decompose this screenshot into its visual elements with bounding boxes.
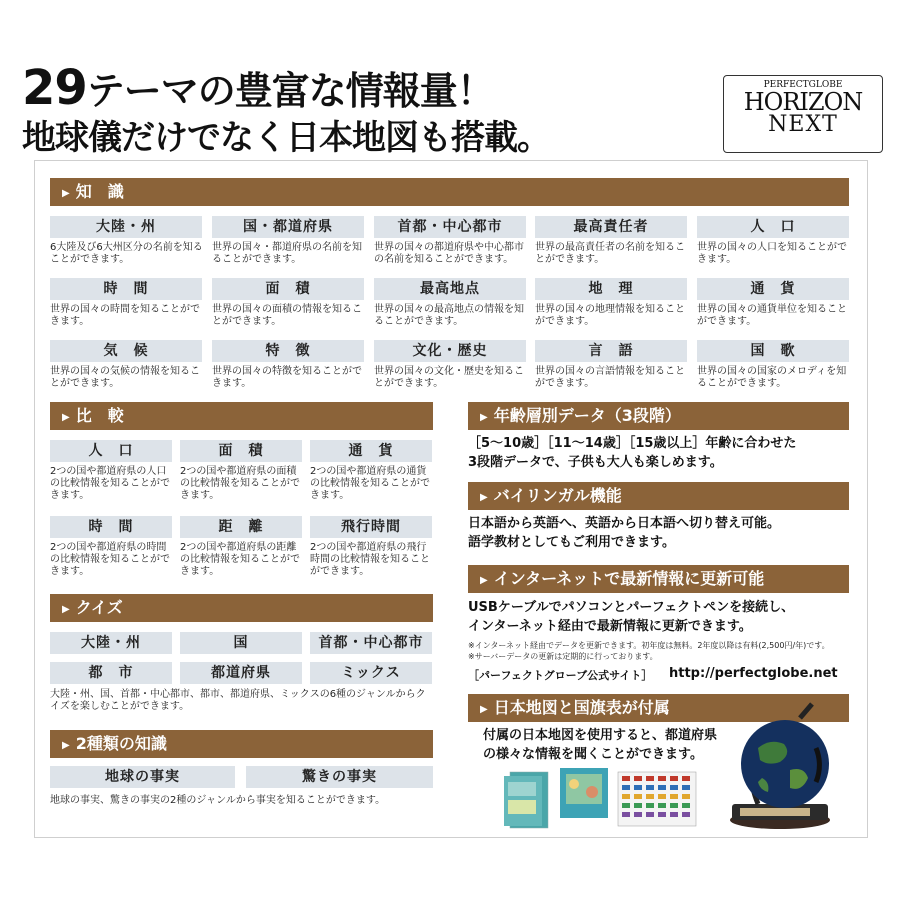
chishiki-label: 通 貨	[697, 278, 849, 300]
internet-line-1: インターネット経由で最新情報に更新できます。	[468, 619, 752, 634]
nihon-line-1: の様々な情報を聞くことができます。	[483, 747, 703, 762]
site-label: ［パーフェクトグローブ公式サイト］	[468, 669, 653, 682]
chishiki-description: 世界の国々の特徴を知ることができます。	[212, 366, 362, 389]
triangle-icon: ▶	[62, 188, 70, 199]
quiz-label: ミックス	[310, 662, 432, 684]
internet-notes	[468, 640, 863, 662]
nishu-label-1: 驚きの事実	[246, 766, 433, 788]
section-title-bilingual: バイリンガル機能	[493, 486, 622, 505]
section-title-nenrei: 年齢層別データ（3段階）	[493, 406, 681, 425]
chishiki-label: 文化・歴史	[374, 340, 526, 362]
section-title-nihon: 日本地図と国旗表が付属	[493, 698, 670, 717]
japan-map-sheet	[504, 772, 548, 828]
chishiki-description: 世界の国々の通貨単位を知ることができます。	[697, 304, 847, 327]
bilingual-text	[468, 514, 849, 552]
chishiki-description: 世界の国々・都道府県の名前を知ることができます。	[212, 242, 362, 265]
bilingual-line-0: 日本語から英語へ、英語から日本語へ切り替え可能。	[468, 516, 781, 531]
section-bar-bilingual	[468, 482, 849, 510]
triangle-icon: ▶	[62, 412, 70, 423]
chishiki-label: 言 語	[535, 340, 687, 362]
hikaku-description: 2つの国や都道府県の通貨の比較情報を知ることができます。	[310, 466, 430, 501]
section-title-chishiki: 知 識	[75, 182, 124, 201]
logo-line-2: HORIZON	[743, 88, 863, 116]
internet-note-0: ※インターネット経由でデータを更新できます。初年度は無料。2年度以降は有料(2,500円/年)です。	[468, 641, 830, 650]
chishiki-label: 人 口	[697, 216, 849, 238]
chishiki-label: 首都・中心都市	[374, 216, 526, 238]
headline-line-2: 地球儀だけでなく日本地図も搭載。	[22, 118, 550, 158]
chishiki-label: 国 歌	[697, 340, 849, 362]
section-title-hikaku: 比 較	[75, 406, 124, 425]
chishiki-label: 地 理	[535, 278, 687, 300]
bilingual-line-1: 語学教材としてもご利用できます。	[468, 535, 675, 550]
quiz-label: 都 市	[50, 662, 172, 684]
hikaku-description: 2つの国や都道府県の距離の比較情報を知ることができます。	[180, 542, 300, 577]
site-url[interactable]: http://perfectglobe.net	[669, 666, 838, 681]
nenrei-line-1: 3段階データで、子供も大人も楽しめます。	[468, 455, 723, 470]
chishiki-label: 特 徴	[212, 340, 364, 362]
chishiki-description: 世界の国々の時間を知ることができます。	[50, 304, 200, 327]
headline-number: 29	[22, 60, 87, 116]
section-title-quiz: クイズ	[75, 598, 123, 617]
headline-line-1-text: テーマの豊富な情報量！	[86, 69, 494, 113]
hikaku-description: 2つの国や都道府県の飛行時間の比較情報を知ることができます。	[310, 542, 430, 577]
quiz-label: 都道府県	[180, 662, 302, 684]
section-title-internet: インターネットで最新情報に更新可能	[493, 569, 765, 588]
quiz-label: 首都・中心都市	[310, 632, 432, 654]
flag-chart-sheet	[618, 772, 696, 826]
chishiki-description: 世界の国々の最高地点の情報を知ることができます。	[374, 304, 524, 327]
chishiki-description: 世界の国々の人口を知ることができます。	[697, 242, 847, 265]
chishiki-description: 世界の国々の地理情報を知ることができます。	[535, 304, 685, 327]
product-illustration	[500, 700, 860, 830]
triangle-icon: ▶	[62, 604, 70, 615]
hikaku-description: 2つの国や都道府県の面積の比較情報を知ることができます。	[180, 466, 300, 501]
chishiki-label: 国・都道府県	[212, 216, 364, 238]
logo-line-3: NEXT	[768, 112, 838, 137]
hikaku-label: 人 口	[50, 440, 172, 462]
hikaku-description: 2つの国や都道府県の時間の比較情報を知ることができます。	[50, 542, 170, 577]
nihon-line-0: 付属の日本地図を使用すると、都道府県	[483, 728, 718, 743]
nishu-description: 地球の事実、驚きの事実の2種のジャンルから事実を知ることができます。	[50, 795, 386, 806]
section-bar-hikaku	[50, 402, 433, 430]
quiz-description: 大陸・州、国、首都・中心都市、都市、都道府県、ミックスの6種のジャンルからクイズを楽しむことができます。	[50, 689, 426, 712]
chishiki-description: 世界の国々の面積の情報を知ることができます。	[212, 304, 362, 327]
chishiki-label: 面 積	[212, 278, 364, 300]
nishu-label-0: 地球の事実	[50, 766, 235, 788]
chishiki-label: 時 間	[50, 278, 202, 300]
hikaku-label: 通 貨	[310, 440, 432, 462]
brand-logo	[723, 75, 883, 153]
chishiki-description: 6大陸及び6大州区分の名前を知ることができます。	[50, 242, 203, 265]
chishiki-description: 世界の国々の言語情報を知ることができます。	[535, 366, 685, 389]
hikaku-label: 距 離	[180, 516, 302, 538]
section-bar-nishu	[50, 730, 433, 758]
hikaku-label: 飛行時間	[310, 516, 432, 538]
triangle-icon: ▶	[480, 412, 488, 423]
nenrei-line-0: ［5〜10歳］［11〜14歳］［15歳以上］年齢に合わせた	[468, 436, 797, 451]
chishiki-description: 世界の最高責任者の名前を知ることができます。	[535, 242, 685, 265]
chishiki-description: 世界の国々の国家のメロディを知ることができます。	[697, 366, 847, 389]
internet-text	[468, 598, 849, 636]
triangle-icon: ▶	[480, 575, 488, 586]
chishiki-label: 大陸・州	[50, 216, 202, 238]
chishiki-label: 最高責任者	[535, 216, 687, 238]
hikaku-label: 面 積	[180, 440, 302, 462]
hikaku-description: 2つの国や都道府県の人口の比較情報を知ることができます。	[50, 466, 170, 501]
triangle-icon: ▶	[480, 492, 488, 503]
section-bar-quiz	[50, 594, 433, 622]
chishiki-description: 世界の国々の都道府県や中心都市の名前を知ることができます。	[374, 242, 524, 265]
hikaku-label: 時 間	[50, 516, 172, 538]
nenrei-text	[468, 434, 849, 472]
section-bar-chishiki	[50, 178, 849, 206]
globe-icon	[730, 704, 830, 829]
section-title-nishu: 2種類の知識	[75, 734, 167, 753]
chishiki-description: 世界の国々の気候の情報を知ることができます。	[50, 366, 200, 389]
quiz-label: 大陸・州	[50, 632, 172, 654]
quiz-label: 国	[180, 632, 302, 654]
triangle-icon: ▶	[62, 740, 70, 751]
triangle-icon: ▶	[480, 704, 488, 715]
internet-note-1: ※サーバーデータの更新は定期的に行っております。	[468, 652, 658, 661]
chishiki-label: 最高地点	[374, 278, 526, 300]
internet-line-0: USBケーブルでパソコンとパーフェクトペンを接続し、	[468, 600, 795, 615]
logo-line-1: PERFECTGLOBE	[763, 80, 843, 90]
chishiki-label: 気 候	[50, 340, 202, 362]
chishiki-description: 世界の国々の文化・歴史を知ることができます。	[374, 366, 524, 389]
section-bar-nenrei	[468, 402, 849, 430]
headline-line-1	[22, 60, 494, 116]
world-map-sheet	[560, 768, 608, 818]
section-bar-internet	[468, 565, 849, 593]
